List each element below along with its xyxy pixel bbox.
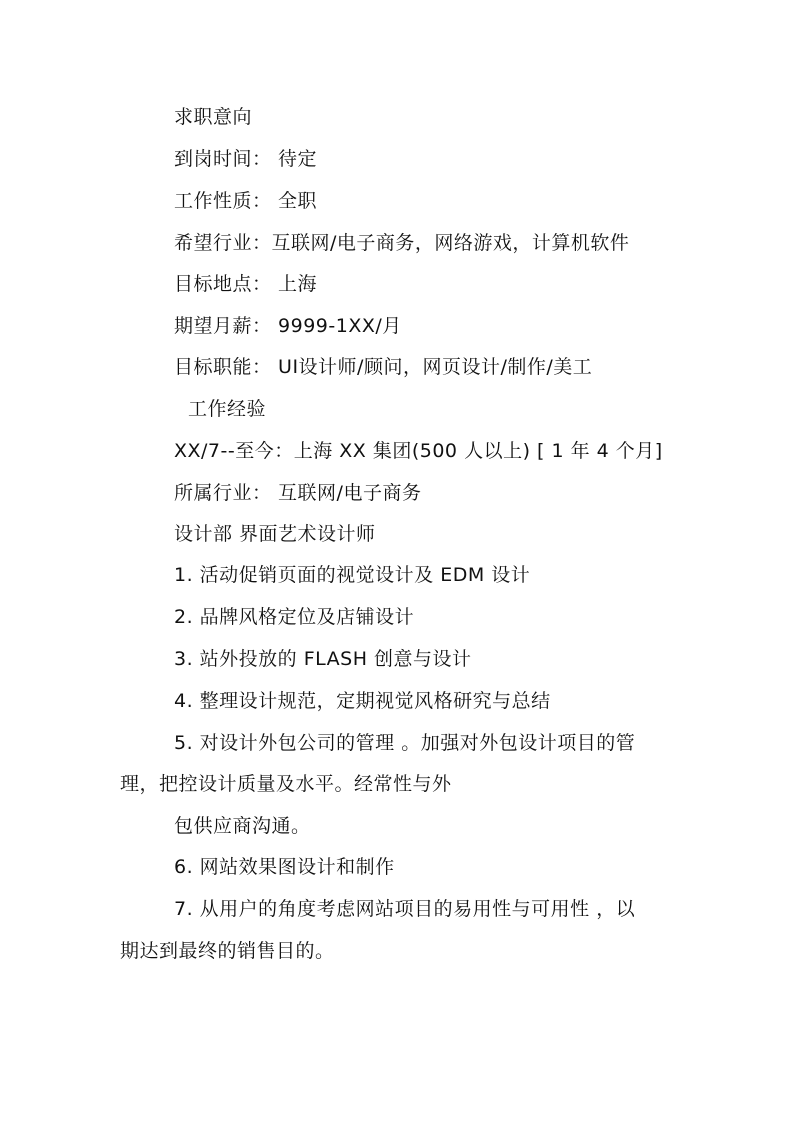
duty-item: 1. 活动促销页面的视觉设计及 EDM 设计 [174,564,531,586]
duty-item: 5. 对设计外包公司的管理 。加强对外包设计项目的管 [174,732,636,754]
duty-item: 2. 品牌风格定位及店铺设计 [174,606,415,628]
department-line: 设计部 界面艺术设计师 [174,523,376,545]
duty-item-continuation: 包供应商沟通。 [174,815,311,837]
position-line: 目标职能： UI设计师/顾问，网页设计/制作/美工 [174,356,593,378]
duty-item-continuation: 理，把控设计质量及水平。经常性与外 [120,773,452,795]
duty-item: 4. 整理设计规范，定期视觉风格研究与总结 [174,690,551,712]
salary-line: 期望月薪： 9999-1XX/月 [174,315,402,337]
duty-item: 3. 站外投放的 FLASH 创意与设计 [174,648,472,670]
job-period-line: XX/7--至今：上海 XX 集团(500 人以上) [ 1 年 4 个月] [174,440,663,462]
location-line: 目标地点： 上海 [174,273,318,295]
work-experience-heading: 工作经验 [188,398,267,420]
job-industry-line: 所属行业： 互联网/电子商务 [174,482,422,504]
duty-item: 7. 从用户的角度考虑网站项目的易用性与可用性 ，以 [174,898,636,920]
duty-item: 6. 网站效果图设计和制作 [174,856,395,878]
industry-line: 希望行业：互联网/电子商务，网络游戏，计算机软件 [174,232,630,254]
job-intent-heading: 求职意向 [174,106,253,128]
arrival-time-line: 到岗时间： 待定 [174,148,318,170]
duty-item-continuation: 期达到最终的销售目的。 [120,940,335,962]
work-type-line: 工作性质： 全职 [174,190,318,212]
